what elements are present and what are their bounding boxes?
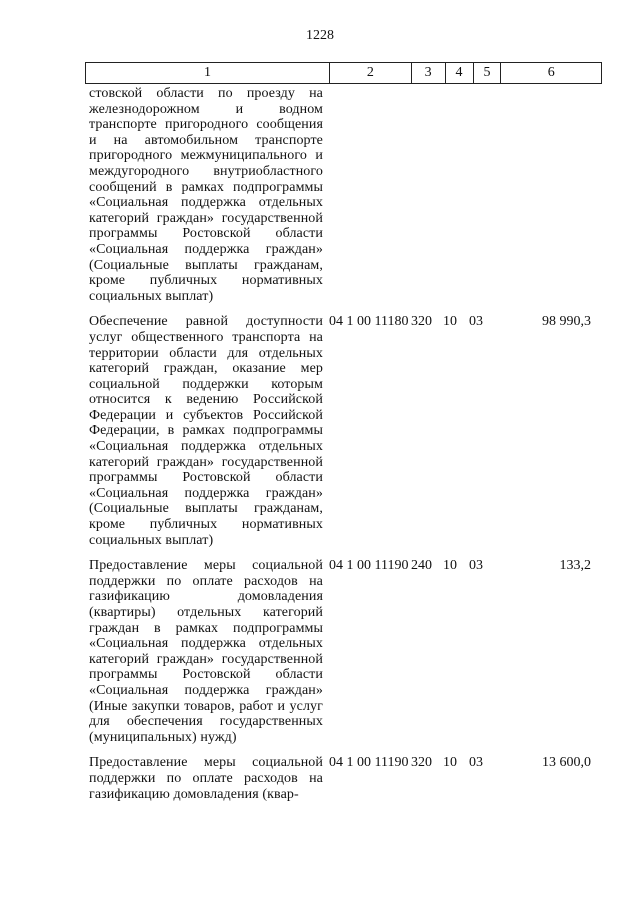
header-col-3: 3: [412, 63, 446, 83]
row-target-code: [323, 86, 411, 304]
row-amount: [495, 86, 597, 304]
header-col-1: 1: [86, 63, 330, 83]
row-amount: 98 990,3: [542, 314, 591, 330]
row-amount: 133,2: [559, 558, 591, 574]
row-expense-type: 240: [411, 558, 432, 574]
row-subsection: 03: [469, 755, 483, 771]
header-col-2: 2: [330, 63, 412, 83]
row-description: Предоставление меры социальной поддержки по оплате расходов на газификацию домовладения (квартиры) отдельных категорий граждан в рамках подпрограммы «Социальная поддержка отдельных категорий граждан» государственной программы Ростовской области «Социальная поддержка граждан» (Иные закупки товаров, работ и услуг для обеспечения государственных (муниципальных) нужд): [89, 558, 323, 745]
table-row: [89, 314, 601, 548]
header-col-5: 5: [474, 63, 502, 83]
row-subsection: 03: [469, 558, 483, 574]
row-description: стовской области по проезду на железнодорожном и водном транспорте пригородного сообщения и на автомобильном транспорте пригородного межмуниципального и междугородного внутриобластного сообщений в рамках подпрограммы «Социальная поддержка отдельных категорий граждан» государственной программы Ростовской области «Социальная поддержка граждан» (Социальные выплаты гражданам, кроме публичных нормативных социальных выплат): [89, 86, 323, 304]
row-subsection: [469, 86, 495, 304]
row-section: 10: [443, 314, 457, 330]
table-row: [89, 558, 601, 745]
row-section: 10: [443, 755, 457, 771]
row-section: 10: [443, 558, 457, 574]
row-description: Обеспечение равной доступности услуг общественного транспорта на территории области для отдельных категорий граждан, оказание мер социальной поддержки которым относится к ведению Российской Федерации и субъектов Российской Федерации, в рамках подпрограммы «Социальная поддержка отдельных категорий граждан» государственной программы Ростовской области «Социальная поддержка граждан» (Социальные выплаты гражданам, кроме публичных нормативных социальных выплат): [89, 314, 323, 548]
row-section: [443, 86, 469, 304]
header-col-6: 6: [547, 65, 555, 80]
row-target-code: 04 1 00 11190: [329, 755, 409, 771]
row-target-code: 04 1 00 11180: [329, 314, 409, 330]
row-expense-type: 320: [411, 755, 432, 771]
table-body: [89, 86, 601, 802]
row-subsection: 03: [469, 314, 483, 330]
table-row: [89, 755, 601, 802]
table-header: [85, 62, 602, 84]
header-col-4: 4: [446, 63, 474, 83]
row-expense-type: [411, 86, 443, 304]
row-expense-type: 320: [411, 314, 432, 330]
row-target-code: 04 1 00 11190: [329, 558, 409, 574]
table-row: [89, 86, 601, 304]
row-description: Предоставление меры социальной поддержки по оплате расходов на газификацию домовладения (квар-: [89, 755, 323, 802]
row-amount: 13 600,0: [542, 755, 591, 771]
page-number: 1228: [306, 28, 334, 43]
